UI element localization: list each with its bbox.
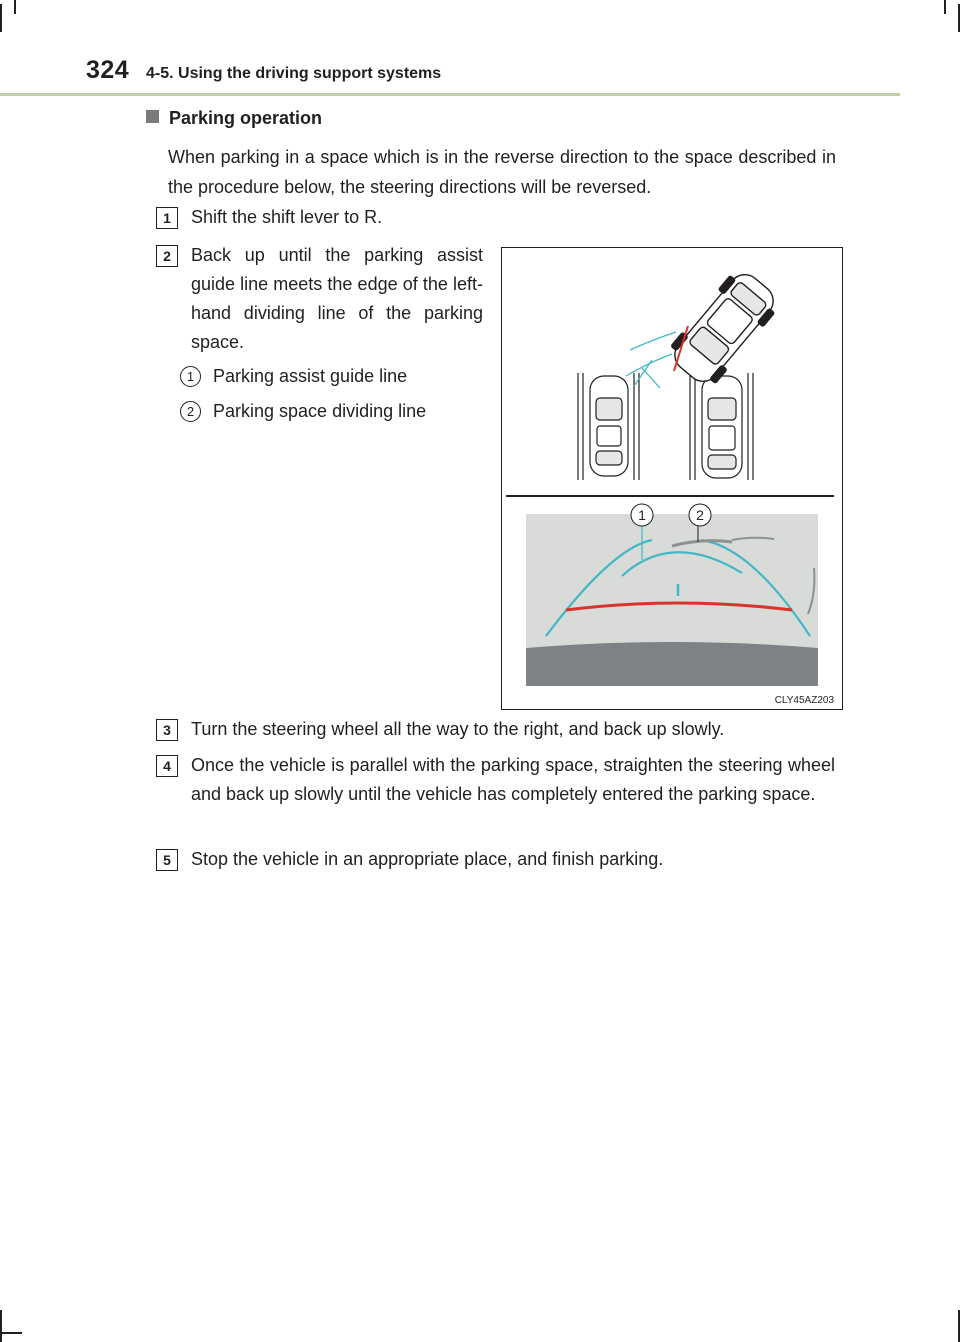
figure-code: CLY45AZ203 <box>774 695 834 706</box>
step-text: Turn the steering wheel all the way to the right, and back up slowly. <box>191 719 725 739</box>
parking-illustration <box>502 248 842 709</box>
step-number: 5 <box>156 849 178 871</box>
step-number: 3 <box>156 719 178 741</box>
header-rule <box>0 93 900 96</box>
heading-text: Parking operation <box>169 108 323 128</box>
crop-mark <box>0 1332 22 1334</box>
parking-figure <box>501 247 843 710</box>
step-text: Back up until the parking assist guide line meets the edge of the left-hand dividing line of the parking space. <box>191 245 483 352</box>
section-heading <box>146 108 322 129</box>
callout-number: 2 <box>180 401 201 422</box>
step-number: 1 <box>156 207 178 229</box>
figure-callout-number: 2 <box>696 507 704 523</box>
section-title: 4-5. Using the driving support systems <box>146 65 442 82</box>
crop-mark <box>0 4 2 32</box>
step-text: Stop the vehicle in an appropriate place, and finish parking. <box>191 849 664 869</box>
legend-item <box>180 401 426 422</box>
figure-callout-1 <box>631 504 653 526</box>
figure-callout-2 <box>689 504 711 526</box>
camera-view <box>526 514 818 686</box>
step-number: 4 <box>156 755 178 777</box>
legend-item <box>180 366 407 387</box>
figure-callout-number: 1 <box>638 507 646 523</box>
step-text: Shift the shift lever to R. <box>191 207 383 227</box>
legend-label: Parking space dividing line <box>213 401 427 421</box>
crop-mark <box>958 4 960 32</box>
callout-number: 1 <box>180 366 201 387</box>
crop-mark <box>14 0 16 14</box>
step-number: 2 <box>156 245 178 267</box>
page-number: 324 <box>86 56 130 84</box>
legend-label: Parking assist guide line <box>213 366 408 386</box>
crop-mark <box>944 0 946 14</box>
reversing-car <box>665 265 784 391</box>
crop-mark <box>958 1310 960 1342</box>
projected-guide-lines <box>626 326 688 388</box>
crop-mark <box>0 1310 2 1342</box>
parked-car-right <box>702 376 742 478</box>
intro-paragraph: When parking in a space which is in the reverse direction to the space described in the procedure below, the steering directions will be reversed. <box>168 147 836 197</box>
page-header <box>86 56 876 96</box>
square-bullet-icon <box>146 110 159 123</box>
parked-car-left <box>590 376 628 476</box>
step-text: Once the vehicle is parallel with the parking space, straighten the steering wheel and back up slowly until the vehicle has completely entered the parking space. <box>191 755 835 804</box>
